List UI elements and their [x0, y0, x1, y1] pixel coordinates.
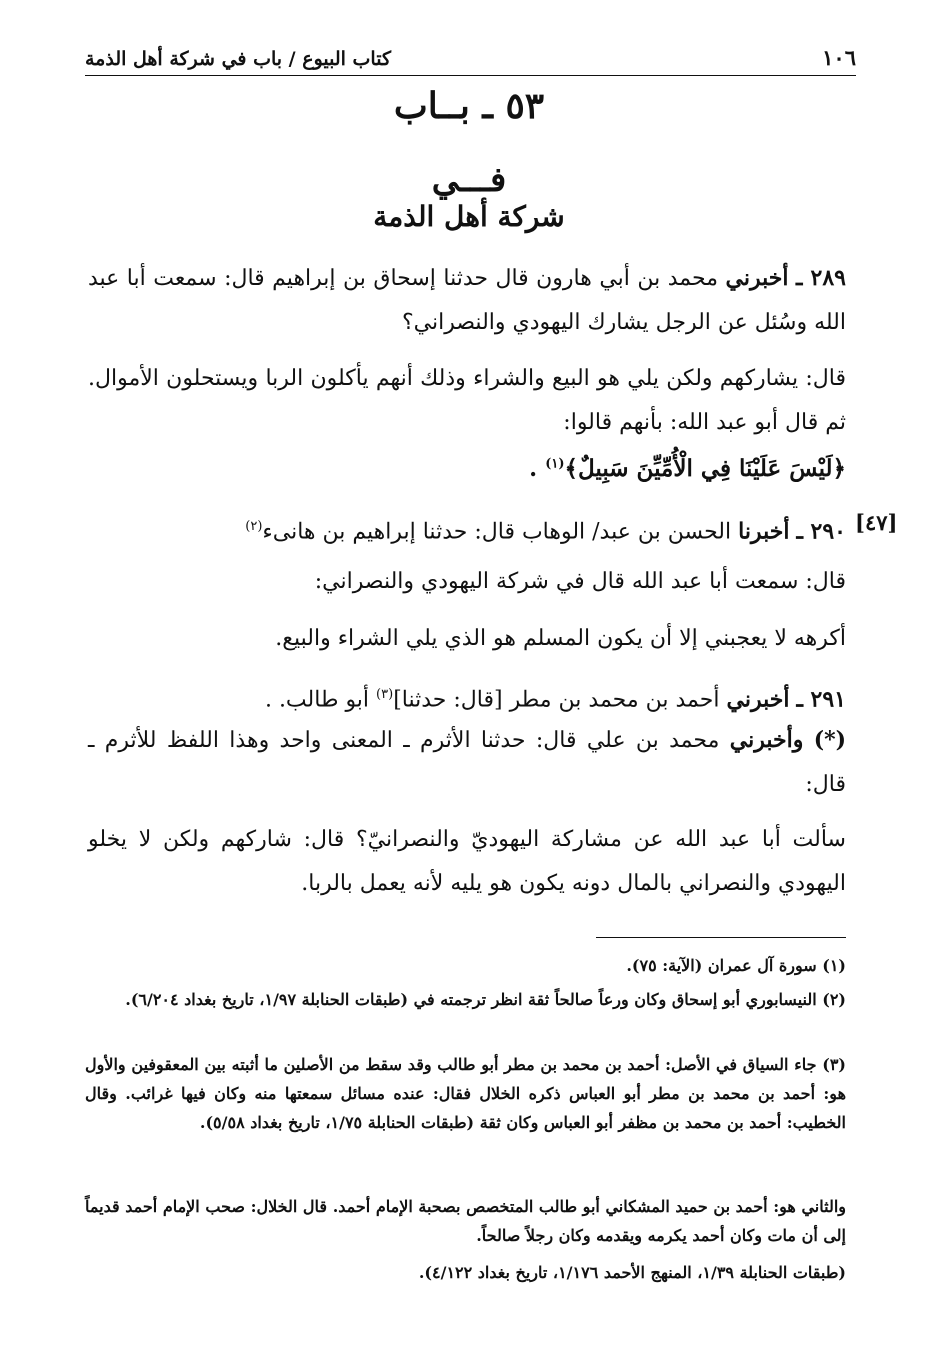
- hadith-text: محمد بن علي قال: حدثنا الأثرم ـ المعنى واحد وهذا اللفظ للأثرم ـ قال:: [88, 728, 846, 797]
- quran-text: ﴿لَيْسَ عَلَيْنَا فِي الْأُمِّيِّنَ سَبِيلٌ﴾: [564, 455, 846, 482]
- footnote-1: (١) سورة آل عمران (الآية: ٧٥).: [626, 956, 846, 975]
- hadith-text: الحسن بن عبد/ الوهاب قال: حدثنا إبراهيم بن هانىء: [262, 519, 732, 545]
- hadith-number: ٢٩١ ـ: [796, 686, 846, 713]
- footnote-3-cont: والثاني هو: أحمد بن حميد المشكاني أبو طالب المتخصص بصحبة الإمام أحمد. قال الخلال: صحب الإمام أحمد قديماً إلى أن مات وكان أحمد يكرمه ويقدمه وكان رجلاً صالحاً.: [85, 1197, 846, 1245]
- hadith-291-variant: [88, 718, 846, 807]
- chapter-title: شركة أهل الذمة: [373, 200, 565, 233]
- hadith-text-end: أبو طالب. .: [264, 687, 370, 713]
- hadith-289: [88, 256, 846, 345]
- running-title: كتاب البيوع / باب في شركة أهل الذمة: [85, 48, 391, 70]
- footnote-2: (٢) النيسابوري أبو إسحاق وكان ورعاً صالحاً ثقة انظر ترجمته في (طبقات الحنابلة ١/٩٧، تاريخ بغداد ٦/٢٠٤).: [125, 990, 846, 1009]
- footnote-3: (٣) جاء السياق في الأصل: أحمد بن محمد بن مطر أبو طالب وقد سقط من الأصلين ما أثبته بين المعقوفين والأول هو: أحمد بن محمد بن مطر أبو العباس ذكره الخلال فقال: عنده مسائل سمعتها منه وكان فيها غرائب. وقال الخطيب: أحمد بن محمد بن مظفر أبو العباس وكان ثقة (طبقات الحنابلة ١/٧٥، تاريخ بغداد ٥/٥٨).: [85, 1055, 846, 1132]
- hadith-lead: أخبرني: [725, 265, 789, 291]
- hadith-lead: أخبرني: [726, 686, 790, 713]
- chapter-number: ٥٣ ـ بــاب: [393, 85, 545, 127]
- quran-end: .: [529, 455, 538, 482]
- hadith-289-reply: قال: يشاركهم ولكن يلي هو البيع والشراء وذلك أنهم يأكلون الربا ويستحلون الأموال. ثم قال أبو عبد الله: بأنهم قالوا:: [88, 366, 846, 435]
- hadith-290-reply: أكرهه لا يعجبني إلا أن يكون المسلم هو الذي يلي الشراء والبيع.: [275, 626, 846, 651]
- hadith-290: [150, 505, 846, 554]
- footnote-ref-1: (١): [545, 456, 565, 472]
- footnote-ref-3: (٣): [376, 687, 394, 702]
- chapter-preposition: فـــي: [431, 160, 507, 200]
- footnote-divider: [596, 937, 846, 938]
- hadith-290-line2: قال: سمعت أبا عبد الله قال في شركة اليهودي والنصراني:: [314, 569, 846, 594]
- footnote-3-refs: (طبقات الحنابلة ١/٣٩، المنهج الأحمد ١/١٧٦، تاريخ بغداد ٤/١٢٢).: [418, 1263, 846, 1282]
- hadith-291: [88, 673, 846, 722]
- hadith-number: ٢٩٠ ـ: [796, 518, 846, 545]
- running-header: [85, 30, 856, 76]
- hadith-text: أحمد بن محمد بن مطر [قال: حدثنا]: [393, 687, 720, 713]
- page-number: ١٠٦: [822, 45, 856, 70]
- margin-folio-note: [٤٧]: [855, 510, 898, 535]
- hadith-text: محمد بن أبي هارون قال حدثنا إسحاق بن إبراهيم قال: سمعت أبا عبد الله وسُئل عن الرجل يشارك اليهودي والنصراني؟: [88, 266, 846, 335]
- final-paragraph: سألت أبا عبد الله عن مشاركة اليهوديّ والنصرانيّ؟ قال: شاركهم ولكن لا يخلو اليهودي والنصراني بالمال دونه يكون هو يليه لأنه يعمل بالربا.: [88, 827, 846, 896]
- quran-verse: [88, 455, 846, 482]
- hadith-lead: وأخبرني: [729, 727, 804, 753]
- hadith-lead: أخبرنا: [738, 518, 790, 545]
- footnote-ref-2: (٢): [245, 519, 263, 534]
- star-mark: (*): [813, 727, 847, 753]
- hadith-number: ٢٨٩ ـ: [795, 265, 846, 291]
